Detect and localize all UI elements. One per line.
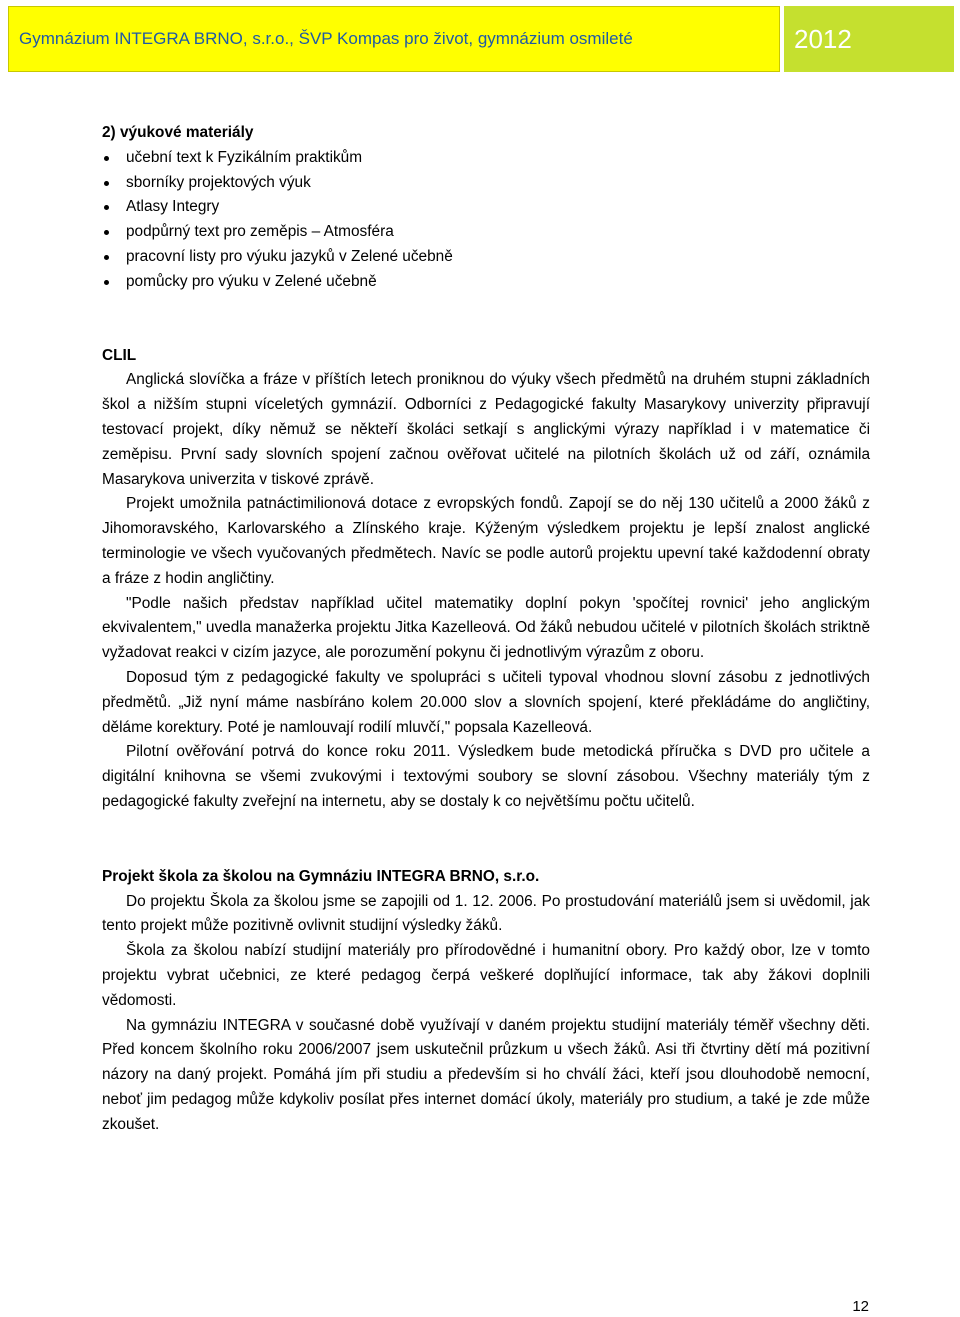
materials-heading: 2) výukové materiály xyxy=(102,124,254,141)
paragraph: Do projektu Škola za školou jsme se zapojili od 1. 12. 2006. Po prostudování materiálů jsem si uvědomil, jak tento projekt může pozitivně ovlivnit studijní výsledky žáků. xyxy=(102,892,870,935)
paragraph: Projekt umožnila patnáctimilionová dotace z evropských fondů. Zapojí se do něj 130 učitelů a 2000 žáků z Jihomoravského, Karlovarského a Zlínského kraje. Kýženým výsledkem projektu je lepší znalost anglické terminologie ve všech vyučovaných předmětech. Navíc se podle autorů projektu upevní také každodenní obraty a fráze z hodin angličtiny. xyxy=(102,495,870,587)
paragraph: Na gymnáziu INTEGRA v současné době využívají v daném projektu studijní materiály téměř všechny děti. Před koncem školního roku 2006/2007 jsem uskutečnil průzkum u všech žáků. Asi tři čtvrtiny dětí má pozitivní názory na daný projekt. Pomáhá jím při studiu a především si ho chválí žáci, kteří jsou dlouhodobě nemocní, neboť jim pedagog může kdykoliv posílat přes internet domácí úkoly, materiály pro studium, a také je zde může zkoušet. xyxy=(102,1016,870,1133)
paragraph: Anglická slovíčka a fráze v příštích letech proniknou do výuky všech předmětů na druhém stupni základních škol a nižším stupni víceletých gymnázií. Odborníci z Pedagogické fakulty Masarykovy univerzity připravují testovací projekt, díky němuž se někteří školáci setkají s anglickými výrazy například i v matematice či zeměpisu. První sady slovních spojení začnou ověřovat učitelé na pilotních školách už od září, oznámila Masarykova univerzita v tiskové zprávě. xyxy=(102,371,870,488)
clil-heading: CLIL xyxy=(102,346,137,364)
list-item: podpůrný text pro zeměpis – Atmosféra xyxy=(126,220,870,245)
list-item: Atlasy Integry xyxy=(126,195,870,220)
paragraph: Škola za školou nabízí studijní materiály pro přírodovědné i humanitní obory. Pro každý obor, lze v tomto projektu vybrat učebnici, ze které pedagog čerpá veškeré doplňující informace, tak aby žákovi doplnili vědomosti. xyxy=(102,942,870,1009)
header-year: 2012 xyxy=(784,6,954,72)
list-item: učební text k Fyzikálním praktikům xyxy=(126,146,870,171)
paragraph: "Podle našich představ například učitel matematiky doplní pokyn 'spočítej rovnici' jeho anglickým ekvivalentem," uvedla manažerka projektu Jitka Kazelleová. Od žáků nebudou učitelé v pilotních školách striktně vyžadovat reakci v cizím jazyce, ale porozumění pokynu či jednotlivým výrazům z oboru. xyxy=(102,594,870,662)
project-heading: Projekt škola za školou na Gymnáziu INTEGRA BRNO, s.r.o. xyxy=(102,867,540,885)
header-title: Gymnázium INTEGRA BRNO, s.r.o., ŠVP Kompas pro život, gymnázium osmileté xyxy=(8,6,780,72)
page-number: 12 xyxy=(852,1298,869,1315)
paragraph: Doposud tým z pedagogické fakulty ve spolupráci s učiteli typoval vhodnou slovní zásobu z jednotlivých předmětů. „Již nyní máme nasbíráno kolem 20.000 slov a slovních spojení, které překládáme do angličtiny, děláme korektury. Poté je namlouvají rodilí mluvčí," popsala Kazelleová. xyxy=(102,668,870,736)
document-body xyxy=(102,121,870,1137)
list-item: pracovní listy pro výuku jazyků v Zelené učebně xyxy=(126,245,870,270)
paragraph: Pilotní ověřování potrvá do konce roku 2011. Výsledkem bude metodická příručka s DVD pro učitele a digitální knihovna se všemi zvukovými i textovými soubory se slovní zásobou. Všechny materiály tým z pedagogické fakulty zveřejní na internetu, aby se dostaly k co největšímu počtu učitelů. xyxy=(102,743,870,810)
list-item: sborníky projektových výuk xyxy=(126,171,870,196)
list-item: pomůcky pro výuku v Zelené učebně xyxy=(126,270,870,295)
materials-list xyxy=(102,146,870,295)
page-header xyxy=(8,6,954,72)
